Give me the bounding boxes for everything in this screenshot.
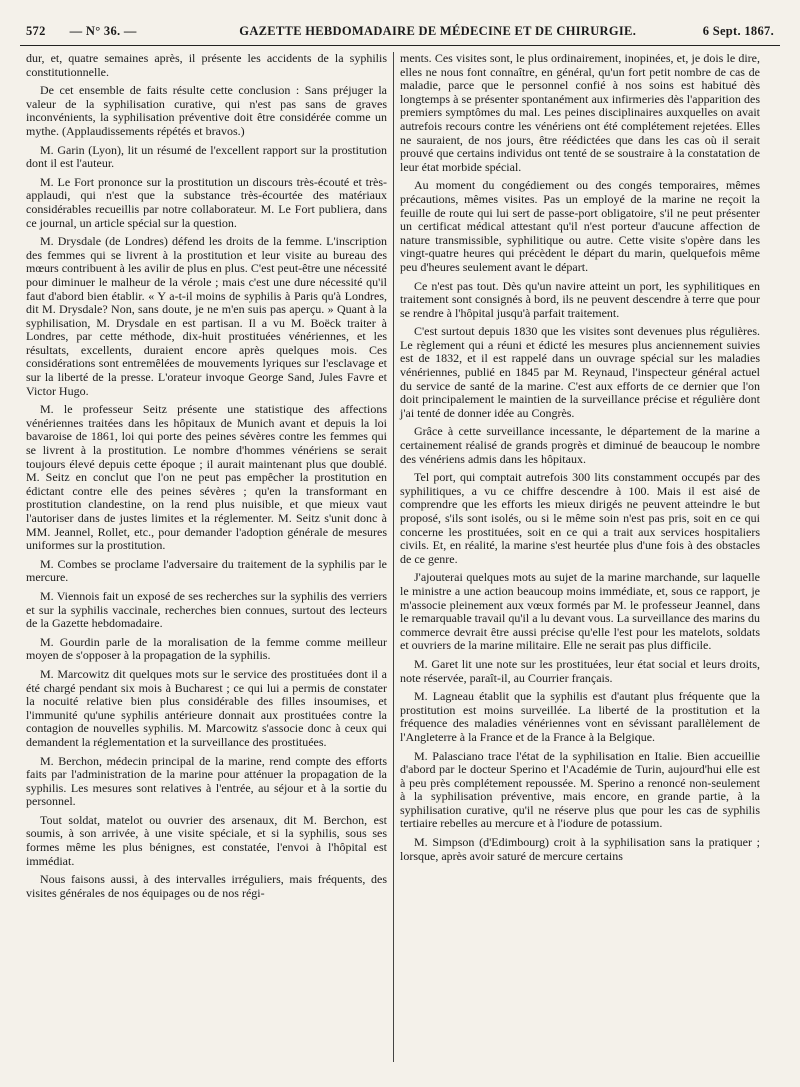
paragraph: M. Le Fort prononce sur la prostitution un discours très-écouté et très-applaudi, qui n'est que la substance très-écourtée des matériaux considérables recueillis par notre collaborateur. M. Le Fort publiera, dans ce journal, un article spécial sur la question. bbox=[26, 174, 387, 230]
paragraph: M. Marcowitz dit quelques mots sur le service des prostituées dont il a été chargé pendant six mois à Bucharest ; ce qui lui a permis de constater la nocuité relative bien plus considérable des filles insoumises, et l'immunité qu'une syphilis antérieure donnait aux prostituées contre la contagion de nouvelles syphilis. M. Marcowitz s'associe donc à ceux qui demandent la réglementation et la surveillance des prostituées. bbox=[26, 666, 387, 749]
paragraph: Nous faisons aussi, à des intervalles irréguliers, mais fréquents, des visites générales de nos équipages ou de nos régi- bbox=[26, 872, 387, 900]
issue-number: — N° 36. — bbox=[69, 24, 137, 38]
paragraph: M. Drysdale (de Londres) défend les droits de la femme. L'inscription des femmes qui se livrent à la prostitution et leur visite au bureau des mœurs contribuent à les avilir de plus en plus. C'est peut-être une nécessité pour diminuer le malheur de la vérole ; mais c'est une dure nécessité qu'il faut d'abord bien établir. « Y a-t-il moins de syphilis à Paris qu'à Londres, dit M. Drysdale? Non, sans doute, je ne m'en suis pas aperçu. » Quant à la syphilisation, M. Drysdale en est partisan. Il a vu M. Boëck traiter à Londres, par cette méthode, dix-huit prostituées vénériennes, et les résultats, excellents, duraient encore après quelques mois. Ces considérations sont entremêlées de mouvements lyriques sur l'esclavage et sur la liberté de la presse. L'orateur invoque George Sand, Jules Favre et Victor Hugo. bbox=[26, 234, 387, 398]
paragraph: Au moment du congédiement ou des congés temporaires, mêmes précautions, mêmes visites. Pas un employé de la marine ne reçoit la feuille de route qui lui sert de passe-port obligatoire, s'il ne peut présenter un certificat médical attestant qu'il n'est porteur d'aucune affection de nature transmissible, syphilitique ou autre. Cette visite s'opère dans les vingt-quatre heures qui précèdent le départ du marin, quelquefois même peu d'heures seulement avant le départ. bbox=[400, 178, 760, 274]
page-number: 572 bbox=[26, 24, 46, 38]
paragraph: M. Viennois fait un exposé de ses recherches sur la syphilis des verriers et sur la syphilis vaccinale, recherches bien connues, surtout des lecteurs de la Gazette hebdomadaire. bbox=[26, 588, 387, 631]
left-column bbox=[20, 52, 393, 1062]
paragraph: M. Garin (Lyon), lit un résumé de l'excellent rapport sur la prostitution dont il est l'auteur. bbox=[26, 142, 387, 171]
paragraph: M. Garet lit une note sur les prostituées, leur état social et leurs droits, note réservée, paraît-il, au Courrier français. bbox=[400, 656, 760, 685]
text-columns bbox=[20, 52, 780, 1062]
paragraph: M. Berchon, médecin principal de la marine, rend compte des efforts faits par l'administration de la marine pour atténuer la propagation de la syphilis. Les mesures sont relatives à l'entrée, au séjour et à la sortie du personnel. bbox=[26, 753, 387, 809]
paragraph: M. Lagneau établit que la syphilis est d'autant plus fréquente que la prostitution est moins surveillée. La liberté de la prostitution et la fréquence des maladies vénériennes vont en sévissant parallèlement de l'Angleterre à la France et de la France à la Belgique. bbox=[400, 689, 760, 744]
right-column bbox=[393, 52, 766, 1062]
paragraph: J'ajouterai quelques mots au sujet de la marine marchande, sur laquelle le ministre a une action beaucoup moins immédiate, et, sous ce rapport, je m'associe pleinement aux vœux formés par M. le professeur Jeannel, dans le remarquable travail qu'il a lu devant vous. La surveillance des marins du commerce devrait être aussi précise qu'elle l'est pour les matelots, soldats et ouvriers de la marine militaire. Elle ne serait pas plus difficile. bbox=[400, 570, 760, 653]
paragraph: De cet ensemble de faits résulte cette conclusion : Sans préjuger la valeur de la syphilisation curative, qui n'est pas sans de graves inconvénients, la syphilisation préventive doit être considérée comme un mythe. (Applaudissements répétés et bravos.) bbox=[26, 83, 387, 138]
paragraph: Tout soldat, matelot ou ouvrier des arsenaux, dit M. Berchon, est soumis, à son arrivée, à une visite spéciale, et si la syphilis, sous ses formes même les plus bénignes, est constatée, l'envoi à l'hôpital est immédiat. bbox=[26, 812, 387, 868]
paragraph: Ce n'est pas tout. Dès qu'un navire atteint un port, les syphilitiques en traitement sont consignés à bord, ils ne peuvent descendre à terre que pour se rendre à l'hôpital jusqu'à parfait traitement. bbox=[400, 278, 760, 320]
issue-date: 6 Sept. 1867. bbox=[702, 24, 774, 38]
paragraph: Grâce à cette surveillance incessante, le département de la marine a certainement réalisé de grands progrès et diminué de beaucoup le nombre des vénériens admis dans les hôpitaux. bbox=[400, 424, 760, 466]
newspaper-page bbox=[20, 0, 780, 1060]
paragraph: M. le professeur Seitz présente une statistique des affections vénériennes traitées dans les hôpitaux de Munich avant et depuis la loi bavaroise de 1861, loi qui porte des peines sévères contre les femmes qui se livrent à la prostitution. Le nombre d'hommes vénériens se serait toujours élevé depuis cette époque ; il aurait maintenant plus que doublé. M. Seitz en conclut que l'on ne peut pas empêcher la prostitution en édictant contre elle des peines sévères ; qu'en la transformant en prostitution clandestine, on la rend plus nuisible, et que mieux vaut l'autoriser dans de justes limites et la réglementer. M. Seitz s'unit donc à MM. Jeannel, Rollet, etc., pour demander l'adoption générale de mesures uniformes sur la prostitution. bbox=[26, 402, 387, 553]
paragraph: C'est surtout depuis 1830 que les visites sont devenues plus régulières. Le règlement qui a réuni et édicté les mesures plus anciennement suivies est de 1832, et il est rappelé dans un ouvrage spécial sur les maladies vénériennes, publié en 1845 par M. Reynaud, l'inspecteur général actuel du service de santé de la marine. C'est aux efforts de ce dernier que l'on doit principalement le maintien de la surveillance précise et régulière dont j'ai tenté de donner idée au Congrès. bbox=[400, 324, 760, 420]
journal-title: GAZETTE HEBDOMADAIRE DE MÉDECINE ET DE CHIRURGIE. bbox=[239, 24, 637, 38]
paragraph: M. Combes se proclame l'adversaire du traitement de la syphilis par le mercure. bbox=[26, 556, 387, 585]
page-header bbox=[20, 12, 780, 46]
paragraph: ments. Ces visites sont, le plus ordinairement, inopinées, et, je dois le dire, elles ne nous font connaître, en général, qu'un fort petit nombre de cas de maladie, parce que le personnel confié à nos soins est habitué dès longtemps à se présenter spontanément aux infirmeries dès l'apparition des premiers symptômes du mal. Les peines disciplinaires auxquelles on avait autrefois recours contre les vénériens ont été complétement rejetées. Elles ne sauraient, de nos jours, être réédictées que dans les cas où il serait prouvé que certains individus ont tenté de se soustraire à la constatation de leur état morbide spécial. bbox=[400, 52, 760, 174]
paragraph: M. Palasciano trace l'état de la syphilisation en Italie. Bien accueillie d'abord par le docteur Sperino et l'Académie de Turin, aujourd'hui elle est à peu près complétement repoussée. M. Sperino a renoncé non-seulement à la syphilisation préventive, mais encore, en grande partie, à la syphilisation curative, qu'il ne réserve plus que pour les cas de syphilis tertiaire rebelles au mercure et à l'iodure de potassium. bbox=[400, 748, 760, 831]
paragraph: dur, et, quatre semaines après, il présente les accidents de la syphilis constitutionnelle. bbox=[26, 52, 387, 79]
paragraph: M. Gourdin parle de la moralisation de la femme comme meilleur moyen de s'opposer à la propagation de la syphilis. bbox=[26, 634, 387, 663]
paragraph: Tel port, qui comptait autrefois 300 lits constamment occupés par des syphilitiques, a vu ce chiffre descendre à 100. Mais il est aisé de comprendre que les efforts les mieux dirigés ne peuvent atteindre le but proposé, s'ils sont isolés, ou si le même soin n'est pas pris, soit en ce qui concerne les prostituées, soit en ce qui a trait aux services hospitaliers civils. Et, en réalité, la marine s'est heurtée plus d'une fois à des obstacles de ce genre. bbox=[400, 470, 760, 566]
paragraph: M. Simpson (d'Edimbourg) croit à la syphilisation sans la pratiquer ; lorsque, après avoir saturé de mercure certains bbox=[400, 835, 760, 863]
